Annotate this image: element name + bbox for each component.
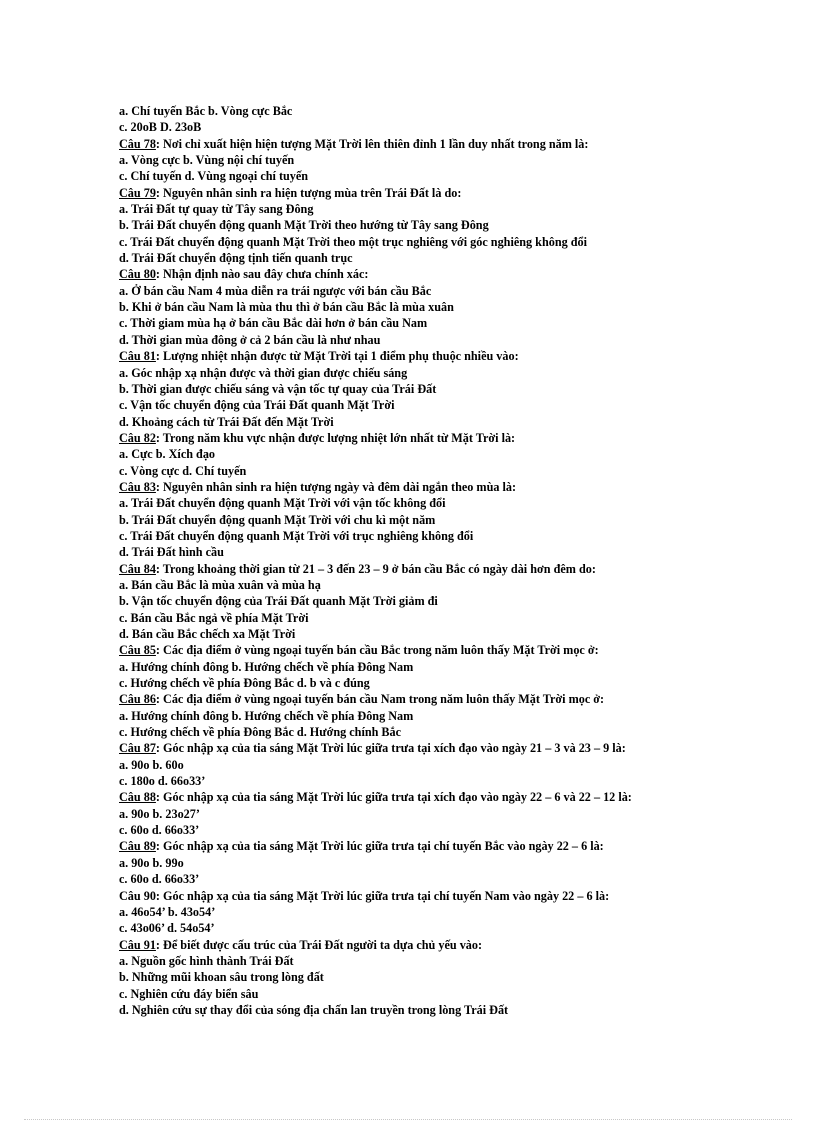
line-text: c. 180o d. 66o33’ — [119, 774, 206, 789]
answer-line — [119, 757, 759, 773]
answer-line — [119, 904, 759, 920]
question-number: Câu 78 — [119, 136, 156, 151]
question-line — [119, 740, 759, 756]
answer-line — [119, 495, 759, 511]
answer-line — [119, 610, 759, 626]
line-text: a. Cực b. Xích đạo — [119, 447, 216, 462]
answer-line — [119, 397, 759, 413]
line-text: b. Thời gian được chiếu sáng và vận tốc tự quay của Trái Đất — [119, 381, 437, 396]
line-text: : Trong khoảng thời gian từ 21 – 3 đến 23 – 9 ở bán cầu Bắc có ngày dài hơn đêm do: — [155, 561, 596, 576]
answer-line — [119, 822, 759, 838]
line-text: d. Khoảng cách từ Trái Đất đến Mặt Trời — [119, 414, 334, 429]
line-text: c. Thời giam mùa hạ ở bán cầu Bắc dài hơn ở bán cầu Nam — [119, 316, 428, 331]
question-number: Câu 80 — [119, 267, 156, 282]
line-text: : Các địa điểm ở vùng ngoại tuyến bán cầu Bắc trong năm luôn thấy Mặt Trời mọc ở: — [155, 643, 599, 658]
line-text: : Để biết được cấu trúc của Trái Đất người ta dựa chủ yếu vào: — [155, 937, 483, 952]
line-text: a. Nguồn gốc hình thành Trái Đất — [119, 953, 294, 968]
line-text: c. 43o06’ d. 54o54’ — [119, 921, 215, 936]
answer-line — [119, 871, 759, 887]
question-line — [119, 348, 759, 364]
line-text: a. Góc nhập xạ nhận được và thời gian được chiếu sáng — [119, 365, 408, 380]
line-text: d. Nghiên cứu sự thay đổi của sóng địa chấn lan truyền trong lòng Trái Đất — [119, 1002, 509, 1017]
answer-line — [119, 250, 759, 266]
line-text: c. Chí tuyến d. Vùng ngoại chí tuyến — [119, 169, 309, 184]
line-text: a. Ở bán cầu Nam 4 mùa diễn ra trái ngược với bán cầu Bắc — [119, 283, 432, 298]
question-line — [119, 479, 759, 495]
answer-line — [119, 773, 759, 789]
line-text: a. Trái Đất chuyển động quanh Mặt Trời với vận tốc không đổi — [119, 496, 446, 511]
line-text: Câu 90: Góc nhập xạ của tia sáng Mặt Trời lúc giữa trưa tại chí tuyến Nam vào ngày 22 – 6 là: — [119, 888, 610, 903]
line-text: a. Vòng cực b. Vùng nội chí tuyến — [119, 153, 295, 168]
question-line — [119, 838, 759, 854]
line-text: : Nơi chỉ xuất hiện hiện tượng Mặt Trời lên thiên đỉnh 1 lần duy nhất trong năm là: — [155, 136, 589, 151]
line-text: c. Vận tốc chuyển động của Trái Đất quanh Mặt Trời — [119, 398, 395, 413]
answer-line — [119, 528, 759, 544]
line-text: b. Vận tốc chuyển động của Trái Đất quanh Mặt Trời giảm đi — [119, 594, 438, 609]
answer-line — [119, 920, 759, 936]
line-text: : Các địa điểm ở vùng ngoại tuyến bán cầu Nam trong năm luôn thấy Mặt Trời mọc ở: — [155, 692, 605, 707]
question-line — [119, 561, 759, 577]
answer-line — [119, 953, 759, 969]
question-number: Câu 87 — [119, 741, 156, 756]
question-number: Câu 82 — [119, 430, 156, 445]
answer-line — [119, 283, 759, 299]
line-text: a. Trái Đất tự quay từ Tây sang Đông — [119, 202, 314, 217]
question-number: Câu 91 — [119, 937, 156, 952]
question-number: Câu 81 — [119, 349, 156, 364]
question-line — [119, 266, 759, 282]
line-text: : Nhận định nào sau đây chưa chính xác: — [155, 267, 369, 282]
line-text: b. Những mũi khoan sâu trong lòng đất — [119, 970, 324, 985]
answer-line — [119, 168, 759, 184]
line-text: c. 60o d. 66o33’ — [119, 872, 200, 887]
line-text: c. Bán cầu Bắc ngả về phía Mặt Trời — [119, 610, 309, 625]
answer-line — [119, 593, 759, 609]
document-body — [119, 103, 759, 1018]
line-text: : Góc nhập xạ của tia sáng Mặt Trời lúc giữa trưa tại xích đạo vào ngày 22 – 6 và 22 – 12 là: — [155, 790, 632, 805]
question-number: Câu 86 — [119, 692, 156, 707]
question-line — [119, 642, 759, 658]
line-text: a. 46o54’ b. 43o54’ — [119, 904, 216, 919]
question-number: Câu 84 — [119, 561, 156, 576]
line-text: c. 20oB D. 23oB — [119, 120, 202, 135]
answer-line — [119, 414, 759, 430]
question-line — [119, 136, 759, 152]
line-text: : Góc nhập xạ của tia sáng Mặt Trời lúc giữa trưa tại chí tuyến Bắc vào ngày 22 – 6 là: — [155, 839, 604, 854]
line-text: a. Bán cầu Bắc là mùa xuân và mùa hạ — [119, 577, 321, 592]
line-text: c. Trái Đất chuyển động quanh Mặt Trời với trục nghiêng không đổi — [119, 528, 474, 543]
answer-line — [119, 217, 759, 233]
line-text: : Góc nhập xạ của tia sáng Mặt Trời lúc giữa trưa tại xích đạo vào ngày 21 – 3 và 23 – 9 là: — [155, 741, 626, 756]
answer-line — [119, 675, 759, 691]
answer-line — [119, 103, 759, 119]
question-line — [119, 430, 759, 446]
answer-line — [119, 152, 759, 168]
answer-line — [119, 969, 759, 985]
answer-line — [119, 708, 759, 724]
page-bottom-rule — [24, 1119, 792, 1120]
line-text: d. Thời gian mùa đông ở cả 2 bán cầu là như nhau — [119, 332, 381, 347]
line-text: b. Khi ở bán cầu Nam là mùa thu thì ở bán cầu Bắc là mùa xuân — [119, 300, 454, 315]
line-text: b. Trái Đất chuyển động quanh Mặt Trời với chu kì một năm — [119, 512, 436, 527]
answer-line — [119, 463, 759, 479]
answer-line — [119, 1002, 759, 1018]
answer-line — [119, 659, 759, 675]
answer-line — [119, 299, 759, 315]
line-text: c. Hướng chếch về phía Đông Bắc d. Hướng chính Bắc — [119, 725, 402, 740]
line-text: c. Hướng chếch về phía Đông Bắc d. b và c đúng — [119, 676, 370, 691]
line-text: c. Nghiên cứu đáy biển sâu — [119, 986, 259, 1001]
line-text: d. Trái Đất hình cầu — [119, 545, 224, 560]
line-text: : Lượng nhiệt nhận được từ Mặt Trời tại 1 điểm phụ thuộc nhiều vào: — [155, 349, 519, 364]
line-text: : Trong năm khu vực nhận được lượng nhiệt lớn nhất từ Mặt Trời là: — [155, 430, 516, 445]
question-number: Câu 88 — [119, 790, 156, 805]
answer-line — [119, 986, 759, 1002]
answer-line — [119, 234, 759, 250]
line-text: a. 90o b. 23o27’ — [119, 806, 200, 821]
answer-line — [119, 201, 759, 217]
line-text: a. Chí tuyến Bắc b. Vòng cực Bắc — [119, 104, 293, 118]
question-line — [119, 789, 759, 805]
line-text: c. Trái Đất chuyển động quanh Mặt Trời theo một trục nghiêng với góc nghiêng không đổi — [119, 234, 587, 249]
line-text: : Nguyên nhân sinh ra hiện tượng ngày và đêm dài ngắn theo mùa là: — [155, 479, 517, 494]
answer-line — [119, 544, 759, 560]
question-line — [119, 185, 759, 201]
answer-line — [119, 119, 759, 135]
line-text: c. 60o d. 66o33’ — [119, 823, 200, 838]
question-number: Câu 83 — [119, 479, 156, 494]
line-text: d. Bán cầu Bắc chếch xa Mặt Trời — [119, 627, 296, 641]
answer-line — [119, 806, 759, 822]
answer-line — [119, 332, 759, 348]
answer-line — [119, 888, 759, 904]
line-text: a. Hướng chính đông b. Hướng chếch về phía Đông Nam — [119, 708, 414, 723]
line-text: a. 90o b. 60o — [119, 757, 184, 772]
question-number: Câu 89 — [119, 839, 156, 854]
answer-line — [119, 724, 759, 740]
answer-line — [119, 381, 759, 397]
question-number: Câu 85 — [119, 643, 156, 658]
line-text: a. 90o b. 99o — [119, 855, 184, 870]
answer-line — [119, 446, 759, 462]
question-line — [119, 937, 759, 953]
answer-line — [119, 365, 759, 381]
line-text: c. Vòng cực d. Chí tuyến — [119, 463, 247, 478]
answer-line — [119, 626, 759, 642]
answer-line — [119, 577, 759, 593]
line-text: b. Trái Đất chuyển động quanh Mặt Trời theo hướng từ Tây sang Đông — [119, 218, 489, 233]
answer-line — [119, 855, 759, 871]
line-text: : Nguyên nhân sinh ra hiện tượng mùa trên Trái Đất là do: — [155, 185, 462, 200]
answer-line — [119, 512, 759, 528]
line-text: a. Hướng chính đông b. Hướng chếch về phía Đông Nam — [119, 659, 414, 674]
line-text: d. Trái Đất chuyển động tịnh tiến quanh trục — [119, 251, 353, 266]
question-number: Câu 79 — [119, 185, 156, 200]
answer-line — [119, 315, 759, 331]
question-line — [119, 691, 759, 707]
